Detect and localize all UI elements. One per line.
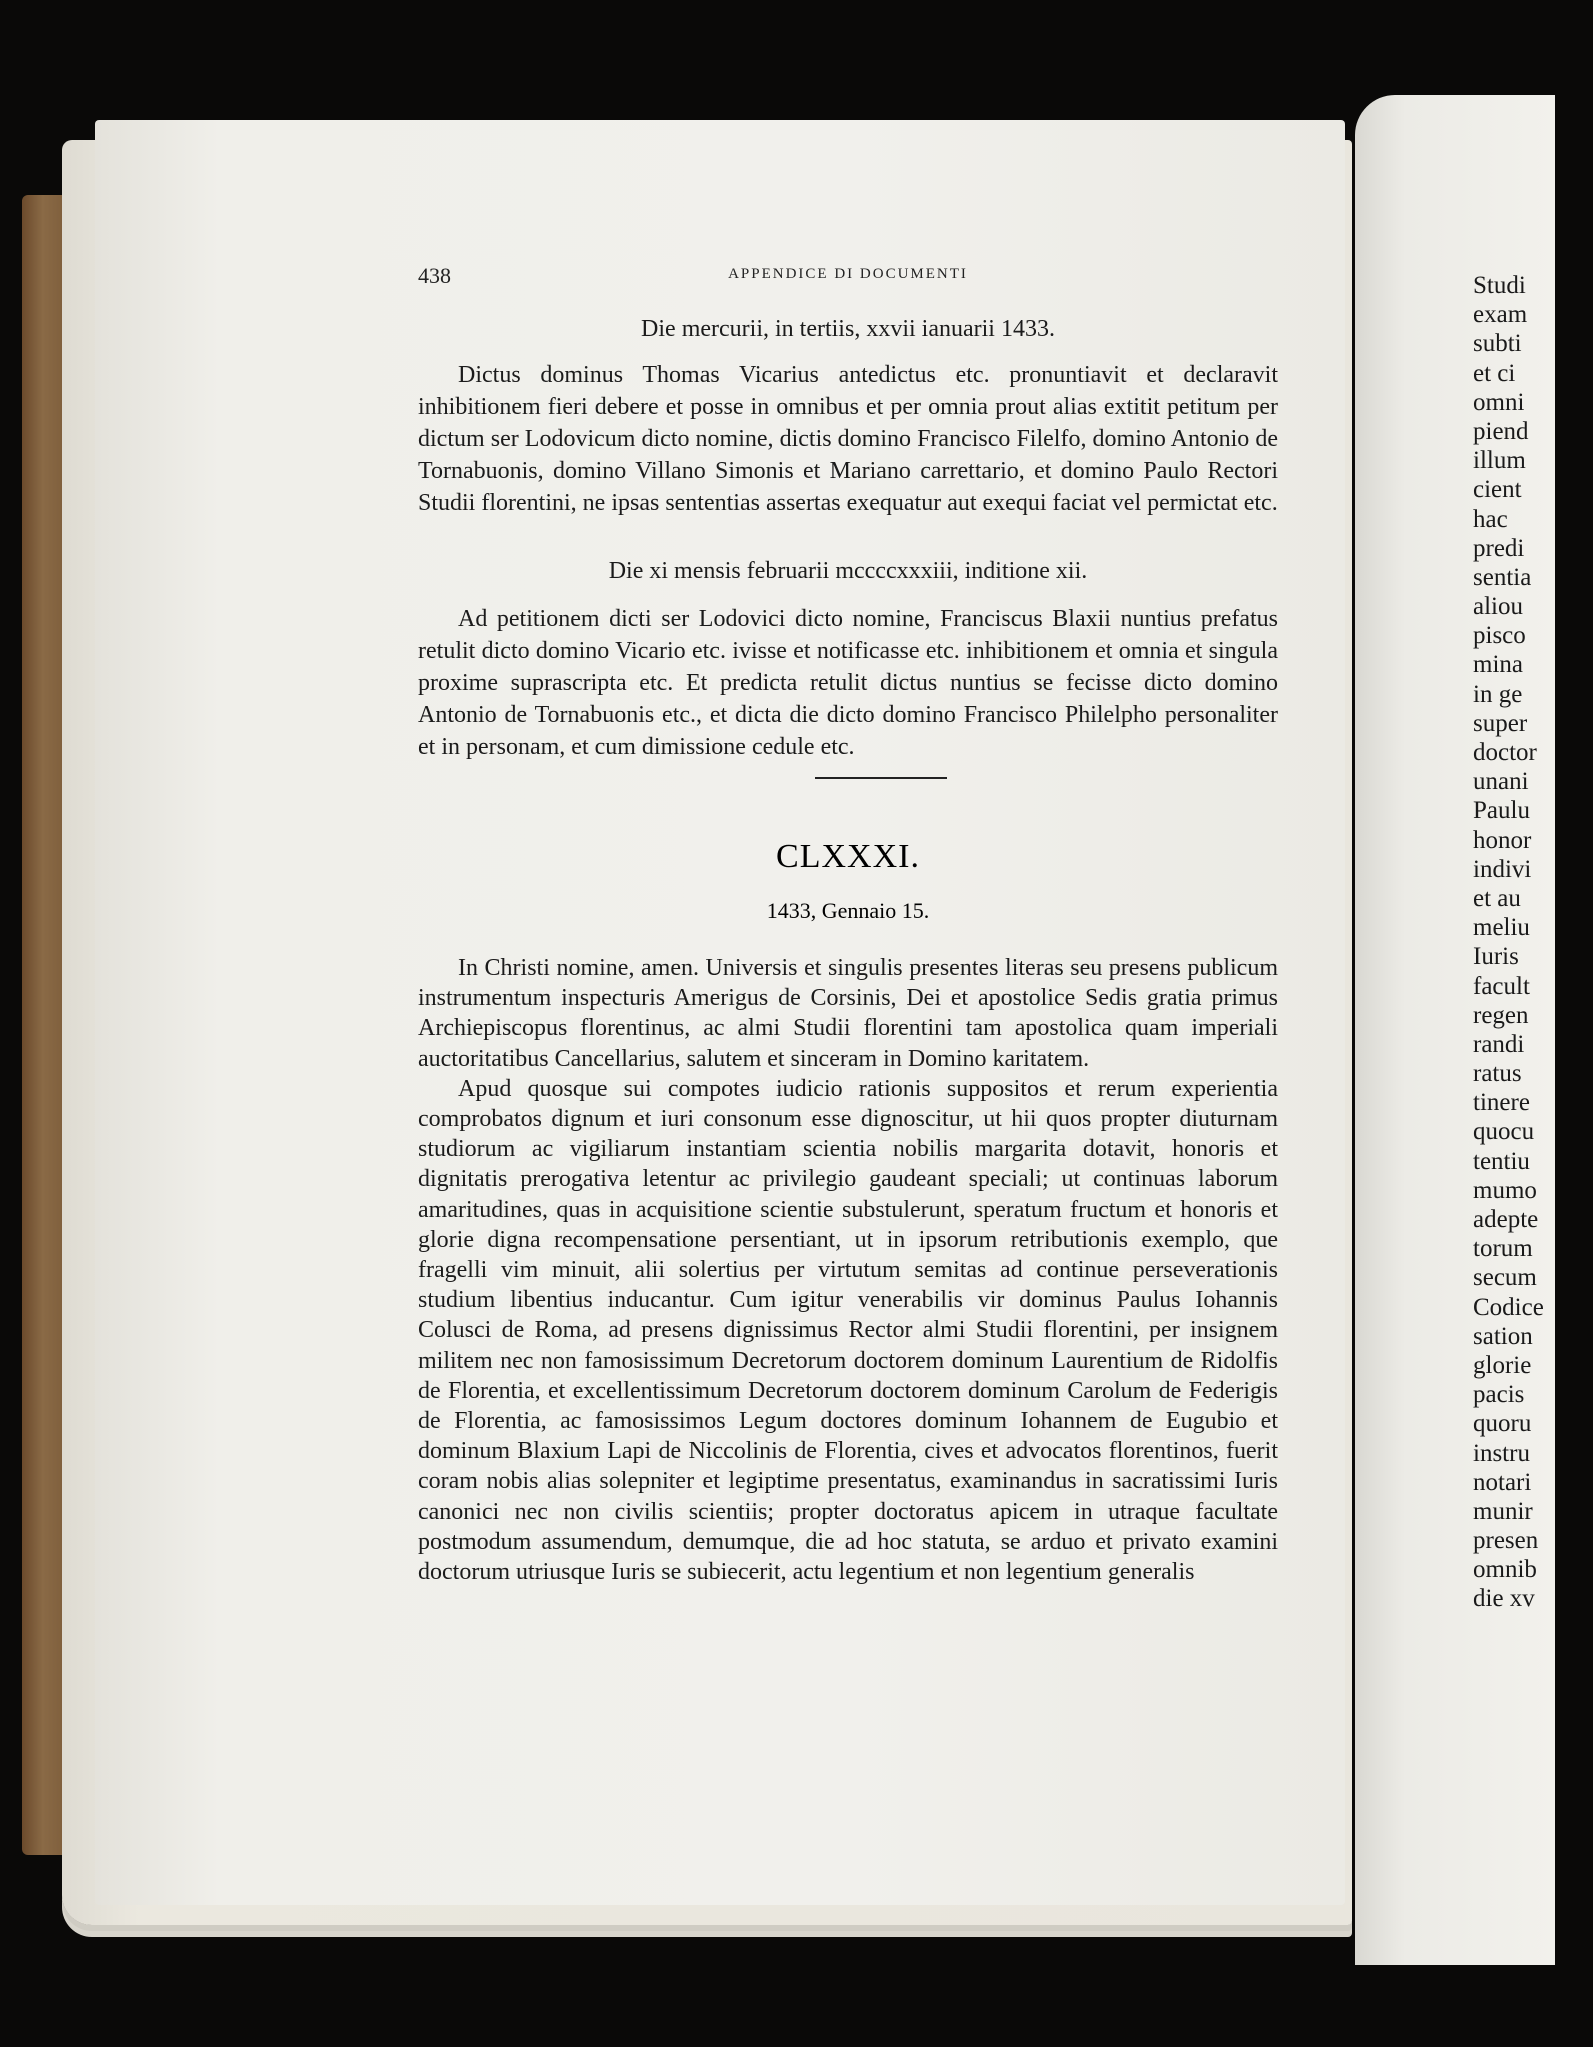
page-header (418, 263, 1278, 293)
facing-page-line: tentiu (1473, 1147, 1530, 1175)
entry-1-date: Die mercurii, in tertiis, xxvii ianuarii 1433. (641, 316, 1055, 342)
facing-page-line: mina (1473, 651, 1523, 679)
facing-page-line: doctor (1473, 739, 1537, 766)
facing-page-line: sation (1473, 1322, 1533, 1350)
facing-page-line: et au (1473, 884, 1521, 912)
facing-page-line: facult (1473, 972, 1530, 1000)
entry-1 (418, 316, 1278, 519)
entry-1-paragraph: Dictus dominus Thomas Vicarius antedictus etc. pronuntiavit et declaravit inhibitionem fieri debere et posse in omnibus et per omnia prout alias extitit petitum per dictum ser Lodovicum dicto nomine, dictis domino Francisco Filelfo, domino Antonio de Tornabuonis, domino Villano Simonis et Mariano carrettario, et domino Paulo Rectori Studii florentini, ne ipsas sententias assertas exequatur aut exequi faciat vel permictat etc. (418, 362, 1278, 516)
page-number: 438 (418, 263, 451, 288)
facing-page-line: exam (1473, 301, 1528, 329)
document-body (418, 953, 1278, 1587)
document-date: 1433, Gennaio 15. (766, 898, 930, 923)
document-paragraph-2: Apud quosque sui compotes iudicio rationis suppositos et rerum experientia comprobatos dignum et iuri consonum esse dignoscitur, ut hii quos propter diuturnam studiorum ac vigiliarum instantiam scientia nobilis margarita dotavit, honoris et dignitatis prerogativa letentur ac privilegio gaudeant speciali; ut continuas laborum amaritudines, quas in acquisitione scientie substulerunt, speratum fructum et honoris et glorie digna recompensatione persentiant, ut in ipsorum retributionis exemplo, que fragelli vim minuit, alii solertius per virtutum semitas ad continue perseverationis studium libentius inducantur. Cum igitur venerabilis vir dominus Paulus Iohannis Colusci de Roma, ad presens dignissimus Rector almi Studii florentini, per insignem militem nec non famosissimum Decretorum doctorem dominum Laurentium de Ridolfis de Florentia, et excellentissimum Decretorum doctorem dominum Carolum de Federigis de Florentia, ac famosissimos Legum doctores dominum Iohannem de Eugubio et dominum Blaxium Lapi de Niccolinis de Florentia, cives et advocatos florentinos, fuerit coram nobis alias solepniter et legiptime presentatus, examinandus in sacratissimi Iuris canonici nec non civilis scientiis; propter doctoratus apicem in utraque facultate postmodum assumendum, demumque, die ad hoc statuta, se arduo et privato examini doctorum utriusque Iuris se subiecerit, actu legentium et non legentium generalis (418, 1075, 1278, 1586)
facing-page-line: meliu (1473, 914, 1530, 942)
facing-page-line: torum (1473, 1235, 1533, 1263)
facing-page-line: presen (1473, 1527, 1539, 1555)
facing-page-line: adepte (1473, 1206, 1539, 1233)
facing-page-line: randi (1473, 1030, 1525, 1058)
facing-page-line: omni (1473, 388, 1525, 416)
facing-page-line: illum (1473, 447, 1526, 475)
facing-page-line: Paulu (1473, 797, 1530, 825)
facing-page-line: instru (1473, 1439, 1530, 1467)
facing-page-line: honor (1473, 826, 1532, 854)
facing-page-text (1473, 271, 1593, 1614)
facing-page-line: super (1473, 709, 1528, 737)
facing-page-line: regen (1473, 1001, 1529, 1029)
facing-page (1355, 95, 1555, 1965)
facing-page-line: quoru (1473, 1410, 1532, 1438)
facing-page-line: sentia (1473, 563, 1532, 591)
running-head: APPENDICE DI DOCUMENTI (728, 266, 968, 282)
document-number: CLXXXI. (776, 838, 920, 875)
facing-page-line: unani (1473, 768, 1529, 796)
facing-page-line: pisco (1473, 622, 1526, 650)
facing-page-line: notari (1473, 1468, 1532, 1496)
facing-page-line: hac (1473, 505, 1508, 533)
facing-page-line: aliou (1473, 593, 1523, 621)
facing-page-line: et ci (1473, 359, 1516, 387)
facing-page-line: cient (1473, 476, 1522, 504)
facing-page-line: mumo (1473, 1176, 1537, 1204)
facing-page-line: secum (1473, 1264, 1537, 1292)
facing-page-line: piend (1473, 417, 1529, 445)
facing-page-line: in ge (1473, 680, 1523, 708)
section-divider (815, 777, 947, 779)
facing-page-line: Codice (1473, 1293, 1544, 1321)
facing-page-line: die xv (1473, 1585, 1535, 1613)
entry-2 (418, 558, 1278, 763)
facing-page-line: Studi (1473, 272, 1526, 299)
document-paragraph-1: In Christi nomine, amen. Universis et singulis presentes literas seu presens publicum instrumentum inspecturis Amerigus de Corsinis, Dei et apostolice Sedis gratia primus Archiepiscopus florentinus, ac almi Studii florentini tam apostolica quam imperiali auctoritatibus Cancellarius, salutem et sinceram in Domino karitatem. (418, 955, 1278, 1072)
facing-page-line: ratus (1473, 1060, 1522, 1088)
facing-page-line: glorie (1473, 1351, 1532, 1379)
facing-page-line: tinere (1473, 1089, 1530, 1117)
facing-page-line: pacis (1473, 1381, 1525, 1409)
facing-page-line: subti (1473, 330, 1522, 358)
facing-page-line: munir (1473, 1497, 1533, 1525)
entry-2-date: Die xi mensis februarii mccccxxxiii, inditione xii. (608, 558, 1088, 584)
facing-page-line: quocu (1473, 1118, 1535, 1146)
facing-page-line: predi (1473, 534, 1525, 562)
facing-page-line: Iuris (1473, 943, 1519, 971)
facing-page-line: indivi (1473, 855, 1532, 883)
facing-page-line: omnib (1473, 1556, 1537, 1584)
entry-2-paragraph: Ad petitionem dicti ser Lodovici dicto nomine, Franciscus Blaxii nuntius prefatus retulit dicto domino Vicario etc. ivisse et notificasse etc. inhibitionem et omnia et singula proxime suprascripta etc. Et predicta retulit dictus nuntius se fecisse dicto domino Antonio de Tornabuonis etc., et dicta die dicto domino Francisco Philelpho personaliter et in personam, et cum dimissione cedule etc. (418, 606, 1278, 760)
